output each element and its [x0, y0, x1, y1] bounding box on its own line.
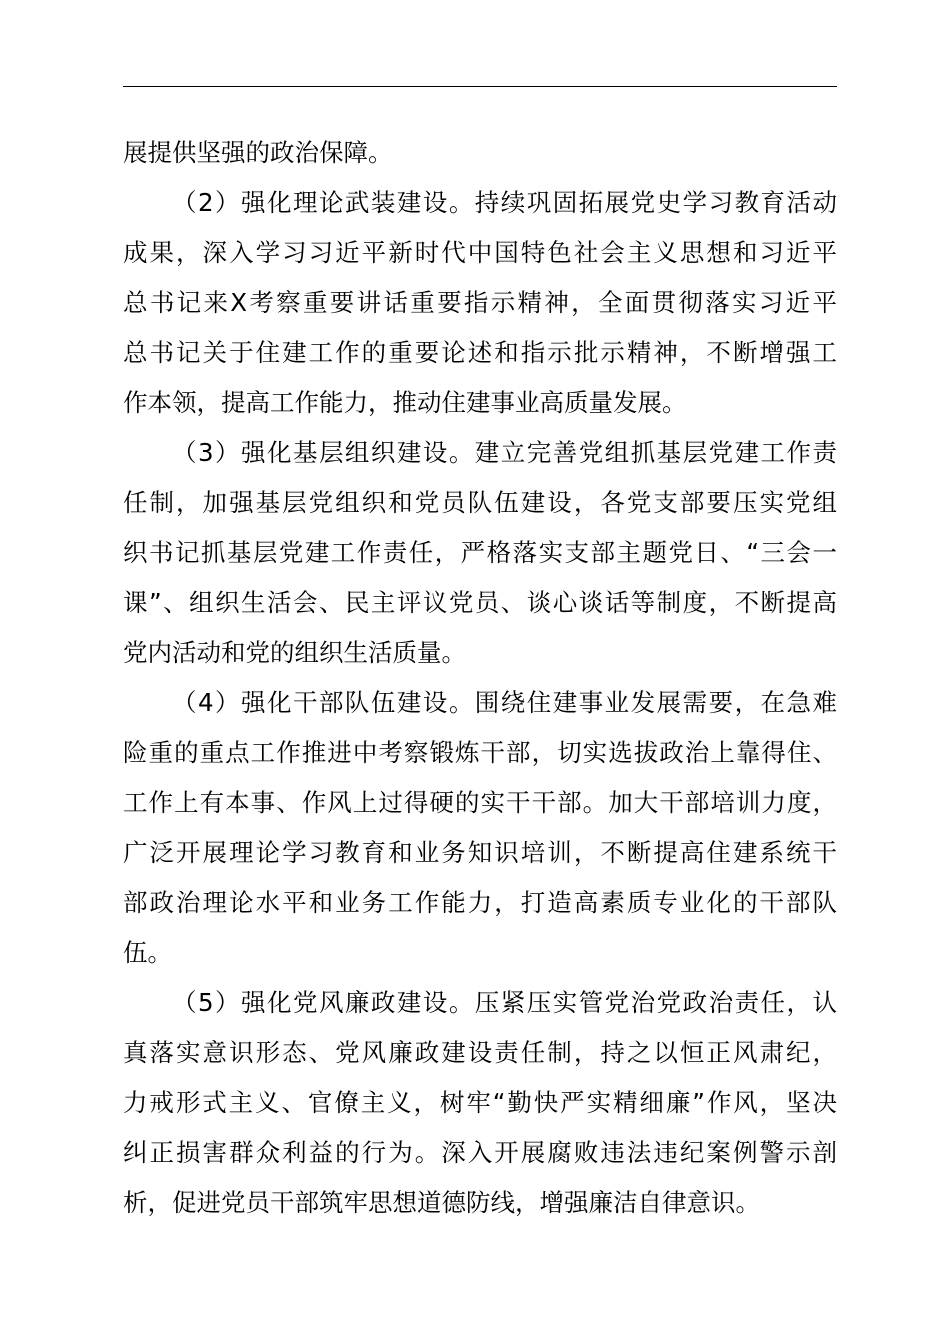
document-body	[123, 128, 837, 1228]
paragraph-heading-line: （4）强化干部队伍建设。围绕住建事业发展需要，在急难	[172, 688, 837, 717]
paragraph-heading-line: （3）强化基层组织建设。建立完善党组抓基层党建工作责	[172, 438, 837, 467]
text-line: 织书记抓基层党建工作责任，严格落实支部主题党日、“三会一	[123, 538, 837, 567]
text-line: 课”、组织生活会、民主评议党员、谈心谈话等制度，不断提高	[123, 588, 837, 617]
text-line: 党内活动和党的组织生活质量。	[123, 638, 466, 667]
text-line: 真落实意识形态、党风廉政建设责任制，持之以恒正风肃纪，	[123, 1038, 837, 1067]
text-line: 广泛开展理论学习教育和业务知识培训，不断提高住建系统干	[123, 838, 837, 867]
text-line: 展提供坚强的政治保障。	[123, 138, 393, 167]
text-line: 作本领，提高工作能力，推动住建事业高质量发展。	[123, 388, 687, 417]
text-line: 任制，加强基层党组织和党员队伍建设，各党支部要压实党组	[123, 488, 837, 517]
text-line: 纠正损害群众利益的行为。深入开展腐败违法违纪案例警示剖	[123, 1138, 837, 1167]
text-line: 析，促进党员干部筑牢思想道德防线，增强廉洁自律意识。	[123, 1188, 760, 1217]
text-line: 成果，深入学习习近平新时代中国特色社会主义思想和习近平	[123, 238, 837, 267]
paragraph-heading-line: （2）强化理论武装建设。持续巩固拓展党史学习教育活动	[172, 188, 837, 217]
text-line: 工作上有本事、作风上过得硬的实干干部。加大干部培训力度，	[123, 788, 837, 817]
header-rule	[123, 86, 837, 87]
text-line: 部政治理论水平和业务工作能力，打造高素质专业化的干部队	[123, 888, 837, 917]
text-line: 力戒形式主义、官僚主义，树牢“勤快严实精细廉”作风，坚决	[123, 1088, 837, 1117]
text-line: 伍。	[123, 938, 172, 967]
text-line: 总书记来X考察重要讲话重要指示精神，全面贯彻落实习近平	[123, 288, 837, 317]
text-line: 险重的重点工作推进中考察锻炼干部，切实选拔政治上靠得住、	[123, 738, 837, 767]
paragraph-heading-line: （5）强化党风廉政建设。压紧压实管党治党政治责任，认	[172, 988, 837, 1017]
text-line: 总书记关于住建工作的重要论述和指示批示精神，不断增强工	[123, 338, 837, 367]
